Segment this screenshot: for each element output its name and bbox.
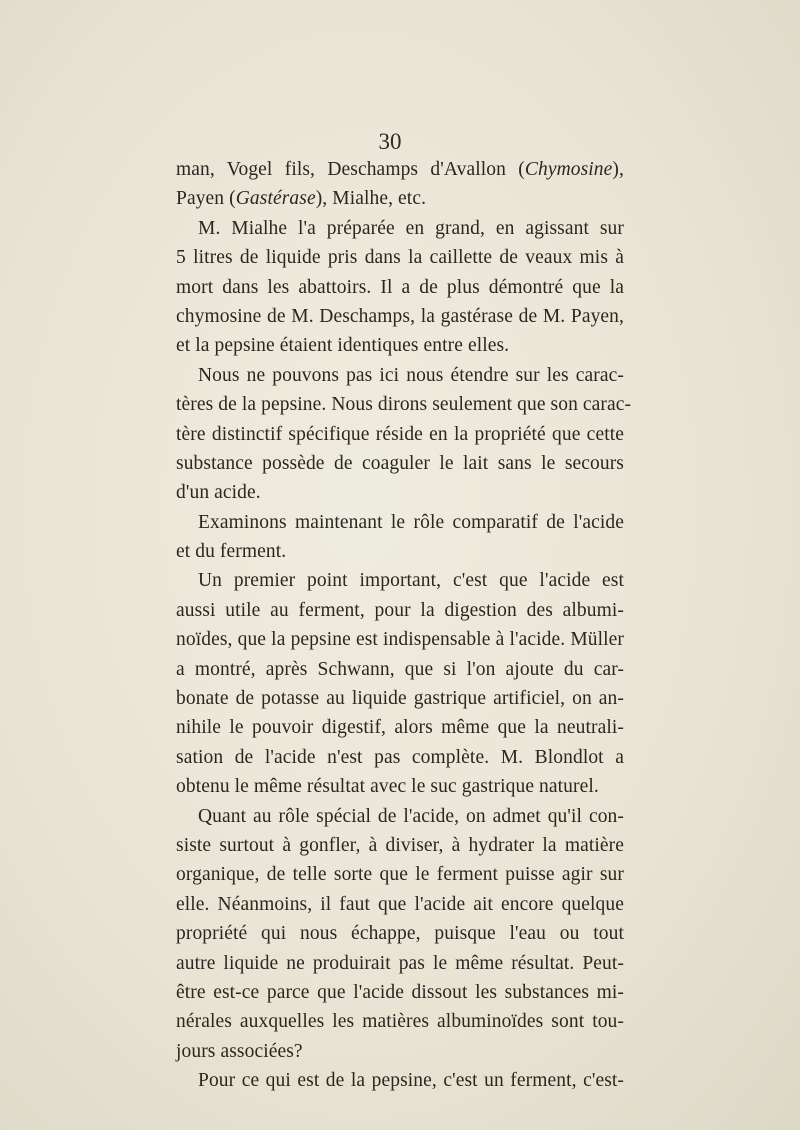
paragraph-start-line: Quant au rôle spécial de l'acide, on admet qu'il con- <box>198 805 624 827</box>
body-text <box>176 155 632 1096</box>
text-line: tères de la pepsine. Nous dirons seulement que son carac- <box>176 394 632 416</box>
text-line: man, Vogel fils, Deschamps d'Avallon (Chymosine), <box>176 159 624 180</box>
text-line: 5 litres de liquide pris dans la caillette de veaux mis à <box>176 247 624 269</box>
text-line: et du ferment. <box>176 541 287 563</box>
text-line: aussi utile au ferment, pour la digestion des albumi- <box>176 599 624 621</box>
paragraph-start-line: Un premier point important, c'est que l'acide est <box>198 570 624 592</box>
text-line: nihile le pouvoir digestif, alors même que la neutrali- <box>176 717 624 739</box>
text-line: bonate de potasse au liquide gastrique artificiel, on an- <box>176 688 624 710</box>
text-line: jours associées? <box>176 1040 303 1062</box>
text-line: mort dans les abattoirs. Il a de plus démontré que la <box>176 276 624 298</box>
text-line: et la pepsine étaient identiques entre elles. <box>176 335 510 357</box>
text-line: tère distinctif spécifique réside en la propriété que cette <box>176 423 624 445</box>
text-line: autre liquide ne produirait pas le même résultat. Peut- <box>176 952 624 974</box>
text-line: noïdes, que la pepsine est indispensable à l'acide. Müller <box>176 629 624 651</box>
text-line: elle. Néanmoins, il faut que l'acide ait encore quelque <box>176 893 624 915</box>
text-line: d'un acide. <box>176 482 261 504</box>
text-line: a montré, après Schwann, que si l'on ajoute du car- <box>176 658 624 680</box>
text-line: Payen (Gastérase), Mialhe, etc. <box>176 188 427 210</box>
text-line: chymosine de M. Deschamps, la gastérase de M. Payen, <box>176 305 624 327</box>
page-number: 30 <box>378 129 402 154</box>
text-line: sation de l'acide n'est pas complète. M. Blondlot a <box>176 746 624 768</box>
text-line: propriété qui nous échappe, puisque l'eau ou tout <box>176 923 624 945</box>
text-line: nérales auxquelles les matières albuminoïdes sont tou- <box>176 1011 624 1033</box>
paragraph-start-line: Pour ce qui est de la pepsine, c'est un ferment, c'est- <box>198 1070 624 1092</box>
paragraph-start-line: Examinons maintenant le rôle comparatif de l'acide <box>198 511 624 533</box>
text-line: être est-ce parce que l'acide dissout les substances mi- <box>176 981 624 1003</box>
text-line: obtenu le même résultat avec le suc gastrique naturel. <box>176 776 599 798</box>
text-line: siste surtout à gonfler, à diviser, à hydrater la matière <box>176 834 624 856</box>
paragraph-start-line: Nous ne pouvons pas ici nous étendre sur les carac- <box>198 364 624 386</box>
paragraph-start-line: M. Mialhe l'a préparée en grand, en agissant sur <box>198 217 624 239</box>
text-line: substance possède de coaguler le lait sans le secours <box>176 452 624 474</box>
text-line: organique, de telle sorte que le ferment puisse agir sur <box>176 864 624 886</box>
